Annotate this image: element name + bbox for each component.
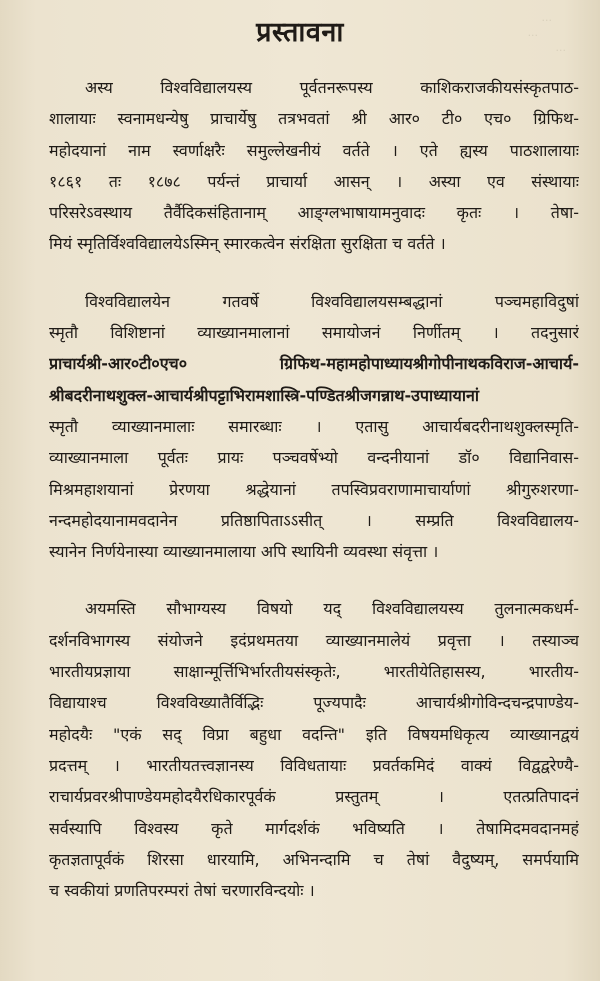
text-line: विश्वविद्यालयेन गतवर्षे विश्वविद्यालयसम्बद्धानां पञ्चमहाविदुषां — [85, 291, 579, 311]
text-line: महोदयैः "एकं सद् विप्रा बहुधा वदन्ति" इति विषयमधिकृत्य व्याख्यानद्वयं — [49, 724, 579, 744]
paragraph-3 — [49, 593, 579, 906]
text-line: अयमस्ति सौभाग्यस्य विषयो यद् विश्वविद्यालयस्य तुलनात्मकधर्म- — [85, 599, 579, 619]
text-line: परिसरेऽवस्थाय तैर्वैदिकसंहितानाम् आङ्ग्लभाषायामनुवादः कृतः । तेषा- — [49, 203, 579, 223]
text-line: स्मृतौ विशिष्टानां व्याख्यानमालानां समायोजनं निर्णीतम् । तदनुसारं — [49, 323, 579, 343]
text-line: च स्वकीयां प्रणतिपरम्परां तेषां चरणारविन्दयोः । — [49, 881, 315, 901]
text-line: महोदयानां नाम स्वर्णाक्षरैः समुल्लेखनीयं वर्तते । एते ह्यस्य पाठशालायाः — [49, 140, 579, 160]
text-line-bold: प्राचार्यश्री-आर०टी०एच० ग्रिफिथ-महामहोपाध्यायश्रीगोपीनाथकविराज-आचार्य- — [49, 354, 579, 374]
text-line: १८६१ तः १८७८ पर्यन्तं प्राचार्या आसन् । अस्या एव संस्थायाः — [49, 171, 579, 191]
body-text — [49, 72, 579, 932]
text-line-bold: श्रीबदरीनाथशुक्ल-आचार्यश्रीपट्टाभिरामशास्त्रि-पण्डितश्रीजगन्नाथ-उपाध्यायानां — [49, 385, 479, 405]
text-line: राचार्यप्रवरश्रीपाण्डेयमहोदयैरधिकारपूर्वकं प्रस्तुतम् । एतत्प्रतिपादनं — [49, 787, 579, 807]
show-through-text: ... ... ... — [527, 11, 594, 54]
text-line: व्याख्यानमाला पूर्वतः प्रायः पञ्चवर्षेभ्यो वन्दनीयानां डॉ० विद्यानिवास- — [49, 448, 579, 468]
text-line: विद्यायाश्च विश्वविख्यातैर्विद्भिः पूज्यपादैः आचार्यश्रीगोविन्दचन्द्रपाण्डेय- — [49, 693, 579, 713]
paragraph-1 — [49, 72, 579, 260]
page-title: प्रस्तावना — [256, 17, 344, 48]
text-line: नन्दमहोदयानामवदानेन प्रतिष्ठापिताऽऽसीत् । सम्प्रति विश्वविद्यालय- — [49, 510, 579, 530]
paragraph-2 — [49, 286, 579, 568]
text-line: दर्शनविभागस्य संयोजने इदंप्रथमतया व्याख्यानमालेयं प्रवृत्ता । तस्याञ्च — [49, 630, 579, 650]
text-line: कृतज्ञतापूर्वकं शिरसा धारयामि, अभिनन्दामि च तेषां वैदुष्यम्, समर्पयामि — [49, 849, 579, 869]
text-line: अस्य विश्वविद्यालयस्य पूर्वतनरूपस्य काशिकराजकीयसंस्कृतपाठ- — [85, 78, 579, 97]
text-line: स्यानेन निर्णयेनास्या व्याख्यानमालाया अपि स्थायिनी व्यवस्था संवृत्ता । — [49, 542, 439, 562]
text-line: सर्वस्यापि विश्वस्य कृते मार्गदर्शकं भविष्यति । तेषामिदमवदानमहं — [49, 818, 579, 838]
text-line: भारतीयप्रज्ञाया साक्षान्मूर्त्तिभिर्भारतीयसंस्कृतेः, भारतीयेतिहासस्य, भारतीय- — [49, 662, 579, 682]
text-line: मियं स्मृतिर्विश्वविद्यालयेऽस्मिन् स्मारकत्वेन संरक्षिता सुरक्षिता च वर्तते । — [49, 234, 446, 254]
text-line: शालायाः स्वनामधन्येषु प्राचार्येषु तत्रभवतां श्री आर० टी० एच० ग्रिफिथ- — [49, 109, 579, 129]
text-line: मिश्रमहाशयानां प्रेरणया श्रद्धेयानां तपस्विप्रवराणामाचार्याणां श्रीगुरुशरणा- — [49, 479, 579, 499]
text-line: स्मृतौ व्याख्यानमालाः समारब्धाः । एतासु आचार्यबदरीनाथशुक्लस्मृति- — [49, 416, 579, 436]
text-line: प्रदत्तम् । भारतीयतत्त्वज्ञानस्य विविधतायाः प्रवर्तकमिदं वाक्यं विद्वद्वरेण्यै- — [49, 755, 579, 775]
